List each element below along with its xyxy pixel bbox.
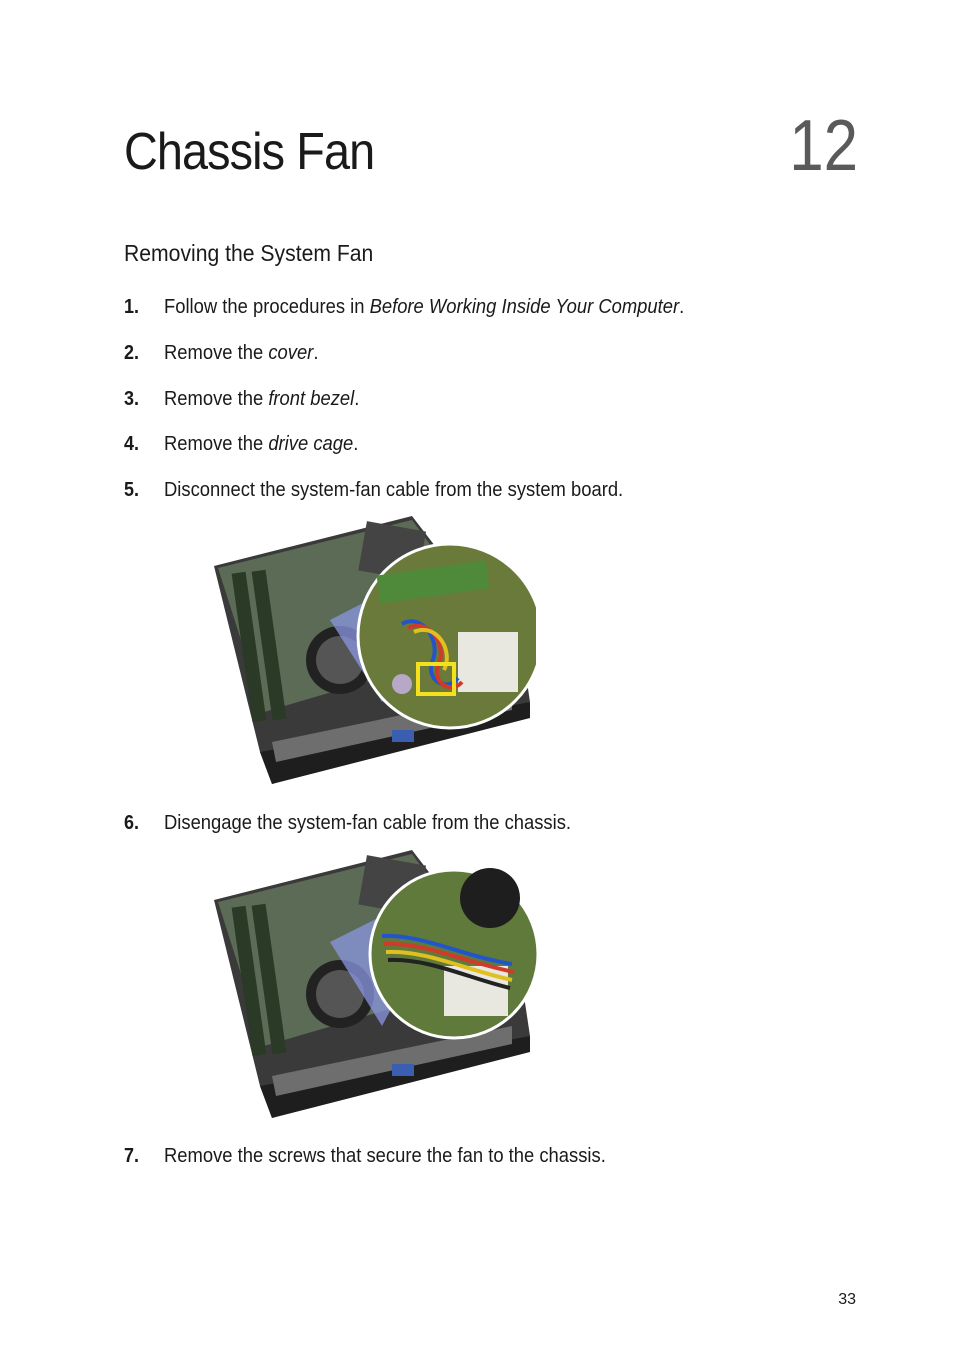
step-text: Remove the cover. (164, 342, 319, 364)
figure-disconnect-fan-cable (212, 512, 536, 786)
section-title: Removing the System Fan (124, 240, 374, 266)
step-text: Remove the screws that secure the fan to the chassis. (164, 1145, 606, 1167)
step-text: Remove the front bezel. (164, 388, 360, 410)
cross-reference-link[interactable]: cover (268, 342, 314, 364)
cross-reference-link[interactable]: drive cage (268, 433, 354, 455)
figure-disengage-fan-cable (212, 846, 542, 1120)
step-number: 1. (124, 296, 140, 318)
step-number: 5. (124, 479, 140, 501)
step-text: Disengage the system-fan cable from the chassis. (164, 812, 572, 834)
step-text: Disconnect the system-fan cable from the system board. (164, 479, 624, 501)
cross-reference-link[interactable]: front bezel (268, 388, 355, 410)
page-number: 33 (838, 1291, 856, 1308)
step-number: 4. (124, 433, 140, 455)
step-text: Remove the drive cage. (164, 433, 359, 455)
step-number: 2. (124, 342, 140, 364)
step-number: 6. (124, 812, 140, 834)
step-number: 7. (124, 1145, 140, 1167)
step-number: 3. (124, 388, 140, 410)
chapter-number: 12 (789, 106, 858, 186)
step-text: Follow the procedures in Before Working Inside Your Computer. (164, 296, 685, 318)
cross-reference-link[interactable]: Before Working Inside Your Computer (369, 296, 680, 318)
chapter-title: Chassis Fan (124, 123, 375, 181)
